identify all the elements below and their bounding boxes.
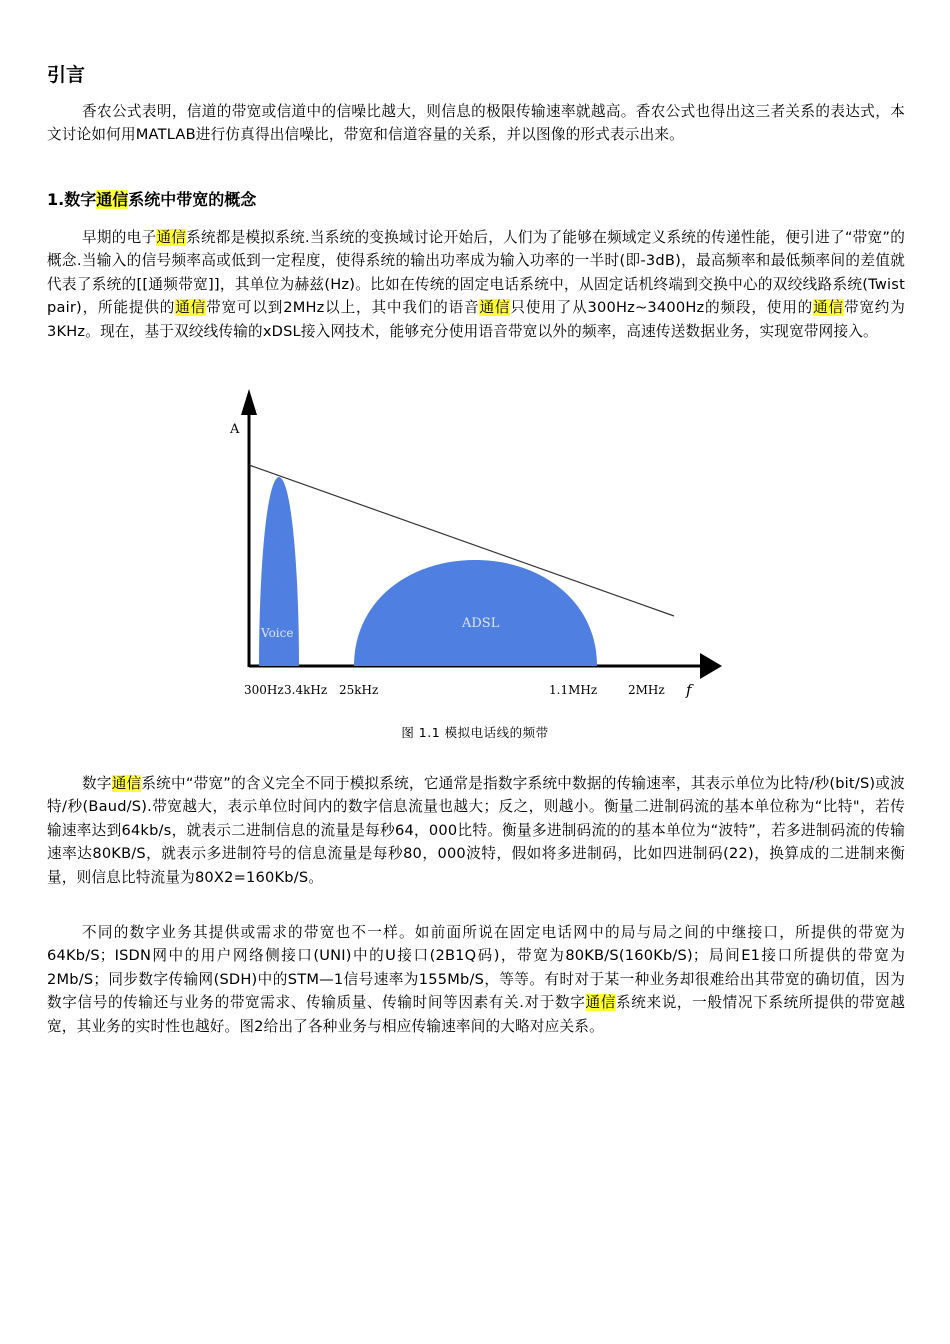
x-axis-arrow xyxy=(700,653,722,679)
text-run: 数字 xyxy=(82,775,112,792)
highlight-term: 通信 xyxy=(175,299,207,317)
text-run: 带宽可以到2MHz以上，其中我们的语音 xyxy=(206,299,480,317)
text-run: 系统都是模拟系统.当系统的变换域讨论开始后，人们为了能够在频域定义系统的传递性能，便引进了“带宽”的概念.当输入的信号频率高或低到一定程度，使得系统的输出功率成为输入功率的一半时(即-3dB)，最高频率和最低频率间的差值就代表了系统的[[通频带宽]]，其单位为赫兹(Hz)。比如在传统的固定电话系统中，从固定话机终端到交换中心的双绞线路系统(Twist pair)，所能提供的 xyxy=(47,229,906,317)
tick-label-2mhz: 2MHz xyxy=(628,683,665,697)
text-run: 只使用了从300Hz~3400Hz的频段，使用的 xyxy=(510,299,814,317)
y-axis-arrow xyxy=(241,389,257,415)
text-run: 系统中“带宽”的含义完全不同于模拟系统，它通常是指数字系统中数据的传输速率，其表示单位为比特/秒(bit/S)或波特/秒(Baud/S).带宽越大，表示单位时间内的数字信息流量也越大；反之，则越小。衡量二进制码流的基本单位称为“比特"，若传输速率达到64kb/s，就表示二进制信息的流量是每秒64，000比特。衡量多进制码流的的基本单位为“波特”，若多进制码流的传输速率达80KB/S，就表示多进制符号的信息流量是每秒80，000波特，假如将多进制码，比如四进制码(22)，换算成的二进制来衡量，则信息比特流量为80X2=160Kb/S。 xyxy=(47,775,905,886)
text-run: 带宽约为3KHz。现在，基于双绞线传输的xDSL接入网技术，能够充分使用语音带宽以外的频率，高速传送数据业务，实现宽带网接入。 xyxy=(47,299,906,340)
figure-caption: 图 1.1 模拟电话线的频带 xyxy=(401,725,549,740)
tick-label-1.1mhz: 1.1MHz xyxy=(549,683,598,697)
highlight-term: 通信 xyxy=(111,775,142,792)
section1-paragraph-1 xyxy=(47,226,905,343)
y-axis-label: A xyxy=(230,422,240,437)
intro-paragraph: 香农公式表明，信道的带宽或信道中的信噪比越大，则信息的极限传输速率就越高。香农公式也得出这三者关系的表达式，本文讨论如何用MATLAB进行仿真得出信噪比，带宽和信道容量的关系，并以图像的形式表示出来。 xyxy=(47,103,905,144)
highlight-term: 通信 xyxy=(479,299,511,317)
adsl-label: ADSL xyxy=(462,616,500,631)
section1-heading-suffix: 系统中带宽的概念 xyxy=(128,190,257,209)
section1-heading xyxy=(47,188,256,212)
section1-heading-prefix: 1.数字 xyxy=(47,190,97,209)
tick-label-300hz: 300Hz xyxy=(244,683,284,697)
voice-label: Voice xyxy=(261,626,294,640)
section1-paragraph-3 xyxy=(47,921,905,1038)
x-axis-label: f xyxy=(686,681,692,699)
highlight-term: 通信 xyxy=(585,994,616,1012)
text-run: 早期的电子 xyxy=(82,229,157,246)
tick-label-3.4khz: 3.4kHz xyxy=(284,683,328,697)
highlight-term: 通信 xyxy=(96,190,129,209)
text-run: 不同的数字业务其提供或需求的带宽也不一样。如前面所说在固定电话网中的局与局之间的中继接口，所提供的带宽为64Kb/S；ISDN网中的用户网络侧接口(UNI)中的U接口(2B1Q码)，带宽为80KB/S(160Kb/S)；局间E1接口所提供的带宽为2Mb/S；同步数字传输网(SDH)中的STM—1信号速率为155Mb/S，等等。有时对于某一种业务却很难给出其带宽的确切值，因为数字信号的传输还与业务的带宽需求、传输质量、传输时间等因素有关.对于数字 xyxy=(47,924,905,1012)
highlight-term: 通信 xyxy=(813,299,844,317)
spectrum-diagram xyxy=(222,385,732,715)
section1-paragraph-2 xyxy=(47,772,905,889)
bandwidth-figure xyxy=(222,385,732,715)
intro-heading: 引言 xyxy=(47,64,86,86)
tick-label-25khz: 25kHz xyxy=(339,683,379,697)
text-run: 系统来说，一般情况下系统所提供的带宽越宽，其业务的实时性也越好。图2给出了各种业务与相应传输速率间的大略对应关系。 xyxy=(47,994,906,1035)
highlight-term: 通信 xyxy=(156,229,187,246)
